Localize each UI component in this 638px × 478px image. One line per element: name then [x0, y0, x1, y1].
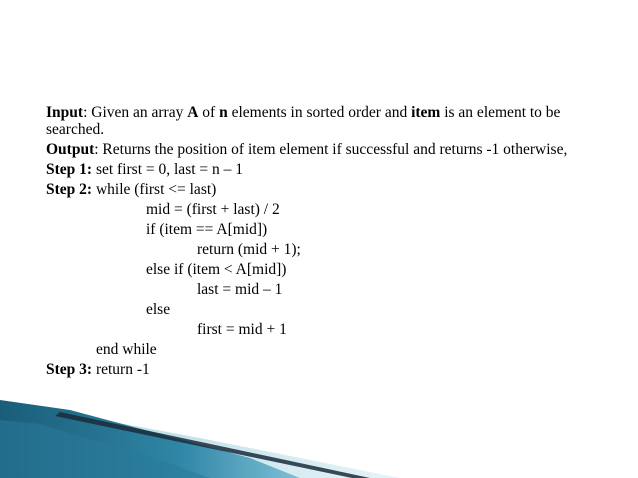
code-else-if: else if (item < A[mid]) [146, 261, 287, 278]
code-mid: mid = (first + last) / 2 [146, 201, 280, 218]
output-text: : Returns the position of item element if successful and returns -1 otherwise, [94, 141, 568, 158]
decor-light-band [0, 408, 400, 478]
input-paragraph [46, 104, 606, 138]
code-else: else [146, 301, 171, 318]
step3-line [46, 361, 606, 378]
array-name: A [187, 104, 199, 121]
decor-dark-band [0, 400, 300, 478]
step1-label: Step 1: [46, 161, 93, 178]
output-label: Output [46, 141, 95, 158]
code-last: last = mid – 1 [197, 281, 283, 298]
step1-text: set first = 0, last = n – 1 [92, 161, 244, 178]
input-text-1: : Given an array [83, 104, 188, 121]
decor-highlight [0, 420, 210, 478]
step3-label: Step 3: [46, 361, 93, 378]
code-return-mid: return (mid + 1); [197, 241, 301, 258]
n-var: n [219, 104, 228, 121]
output-paragraph [46, 141, 606, 158]
step3-text: return -1 [92, 361, 150, 378]
input-label: Input [46, 104, 84, 121]
decor-thin-line [55, 412, 370, 478]
input-text-3: elements in sorted order and [227, 104, 412, 121]
code-first: first = mid + 1 [197, 321, 287, 338]
step2-label: Step 2: [46, 181, 93, 198]
code-if: if (item == A[mid]) [146, 221, 268, 238]
code-end-while: end while [96, 341, 157, 358]
input-text-2: of [198, 104, 220, 121]
input-text-4: is an element to be searched. [46, 104, 561, 138]
step1-line [46, 161, 606, 178]
step2-line [46, 181, 606, 198]
item-var: item [411, 104, 441, 121]
step2-text: while (first <= last) [92, 181, 217, 198]
algorithm-text [46, 104, 606, 381]
